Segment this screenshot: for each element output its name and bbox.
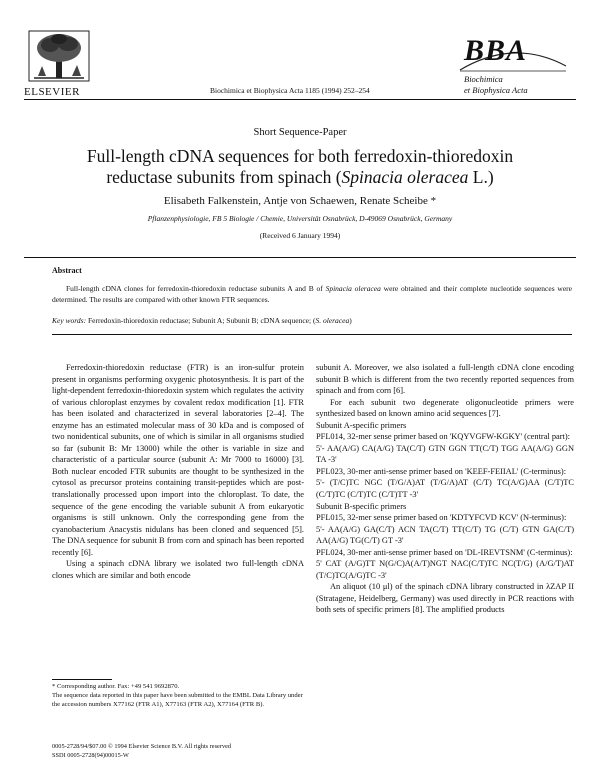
- primer-pfl023: PFL023, 30-mer anti-sense primer based on 'KEEF-FEIIAL' (C-terminus):: [316, 466, 567, 476]
- author-list: Elisabeth Falkenstein, Antje von Schaewen, Renate Scheibe *: [163, 195, 437, 207]
- journal-citation: Biochimica et Biophysica Acta 1185 (1994) 252–254: [210, 86, 370, 95]
- body-paragraph-5: An aliquot (10 μl) of the spinach cDNA library constructed in λZAP II (Stratagene, Heidelberg, Germany) was used directly in PCR reactions with both sets of specific primers [8]. The amplified products: [316, 582, 574, 615]
- title-line-2-post: L.): [468, 167, 494, 187]
- primer-pfl023-sequence: 5'- (T/C)TC NGC (T/G/A)AT (T/G/A)AT (C/T) TC(A/G)AA (C/T)TC (C/T)TC (C/T)TC (C/T)TT -3': [316, 478, 574, 500]
- title-species: Spinacia oleracea: [341, 167, 469, 187]
- section-label: Short Sequence-Paper: [253, 127, 347, 138]
- bba-letters: BBA: [464, 34, 528, 67]
- bba-journal-logo: [454, 30, 570, 96]
- title-line-1: Full-length cDNA sequences for both ferredoxin-thioredoxin: [86, 146, 514, 166]
- primer-pfl014: PFL014, 32-mer sense primer based on 'KQYVGFW-KGKY' (central part):: [316, 432, 570, 442]
- bba-logo-line2: et Biophysica Acta: [464, 85, 528, 95]
- title-rule: [24, 257, 576, 258]
- publisher-name: ELSEVIER: [24, 86, 80, 98]
- primer-pfl024: PFL024, 30-mer anti-sense primer based on 'DL-IREVTSNM' (C-terminus):: [316, 547, 573, 557]
- abstract-text-post: were obtained and their complete nucleotide sequences were determined. The results are compared with other known FTR sequences.: [52, 284, 572, 304]
- subunit-b-heading: Subunit B-specific primers: [316, 501, 407, 511]
- copyright-block: [52, 743, 352, 760]
- abstract-rule: [52, 334, 572, 335]
- title-line-2-pre: reductase subunits from spinach (: [106, 167, 342, 187]
- keywords: [52, 316, 572, 325]
- bba-logo-line1: Biochimica: [464, 74, 503, 84]
- abstract-heading: Abstract: [52, 266, 82, 275]
- abstract-text-pre: Full-length cDNA clones for ferredoxin-thioredoxin reductase subunits A and B of: [66, 284, 326, 293]
- received-date: (Received 6 January 1994): [259, 231, 341, 240]
- data-availability-footnote: The sequence data reported in this paper have been submitted to the EMBL Data Library under the accession numbers X77162 (FTR A1), X77163 (FTR A2), X77164 (FTR B).: [52, 692, 303, 708]
- primer-pfl014-sequence: 5'- AA(A/G) CA(A/G) TA(C/T) GTN GGN TT(C/T) TGG AA(A/G) GGN TA -3': [316, 443, 574, 465]
- primer-pfl015: PFL015, 32-mer sense primer based on 'KDTYFCVD KCV' (N-terminus):: [316, 513, 567, 523]
- keywords-species: S. oleracea: [315, 316, 350, 325]
- body-paragraph-1: Ferredoxin-thioredoxin reductase (FTR) is an iron-sulfur protein present in organisms performing oxygenic photosynthesis. It is part of the light-dependent ferredoxin-thioredoxin system which regulates the activity of various chloroplast enzymes by covalent redox modification [1]. FTR has been isolated and characterized in several laboratories [2–4]. The enzyme has an estimated molecular mass of 30 kDa and is composed of two nonidentical subunits, one of which is similar in all organisms studied so far (subunit B: Mr 13000) while the other is variable in size and characteristic of a particular source (subunit A: Mr 7000 to 16000) [3]. Both nuclear encoded FTR subunits are thought to be synthesized in the cytosol as precursor proteins containing transit-peptides which are post-translationally processed upon import into the chloroplast. To date, the sequence of the gene encoding the variable subunit A from eukaryotic organisms is still unknown. Only the corresponding gene from the cyanobacterium Anacystis nidulans has been cloned and sequenced [5]. The DNA sequence for subunit B from corn and spinach has been reported recently [6].: [52, 363, 304, 557]
- body-paragraph-3: subunit A. Moreover, we also isolated a full-length cDNA clone encoding subunit B which is different from the two recently reported sequences from spinach and from corn [6].: [316, 363, 574, 396]
- ssdi-line: SSDI 0005-2728(94)00015-W: [52, 751, 129, 759]
- primer-pfl024-sequence: 5' CAT (A/G)TT N(G/C)A(A/T)NGT NAC(C/T)TC NC(T/G) (A/G/T)AT (T/C)TC(A/G)TC -3': [316, 559, 574, 580]
- footnote-rule: [52, 679, 112, 680]
- corresponding-author-footnote: * Corresponding author. Fax: +49 541 9692870.: [52, 683, 180, 690]
- abstract-text: [52, 283, 572, 305]
- body-paragraph-2: Using a spinach cDNA library we isolated two full-length cDNA clones which are similar and both encode: [52, 559, 304, 580]
- keywords-end: ): [349, 316, 352, 325]
- body-paragraph-4: For each subunit two degenerate oligonucleotide primers were synthesized based on known amino acid sequences [7].: [316, 397, 574, 419]
- elsevier-tree-logo: [28, 30, 90, 82]
- left-column: [52, 362, 304, 581]
- copyright-line: 0005-2728/94/$07.00 © 1994 Elsevier Science B.V. All rights reserved: [52, 743, 232, 750]
- subunit-a-heading: Subunit A-specific primers: [316, 420, 407, 430]
- primer-pfl015-sequence: 5'- AA(A/G) GA(C/T) ACN TA(C/T) TT(C/T) TG (C/T) GTN GA(C/T) AA(A/G) TG(C/T) GT -3': [316, 524, 574, 546]
- keywords-label: Key words:: [52, 316, 87, 325]
- keywords-text: Ferredoxin-thioredoxin reductase; Subunit A; Subunit B; cDNA sequence; (: [86, 316, 316, 325]
- affiliation: Pflanzenphysiologie, FB 5 Biologie / Chemie, Universität Osnabrück, D-49069 Osnabrück, Germany: [147, 214, 453, 223]
- abstract-species: Spinacia oleracea: [325, 284, 381, 293]
- header-rule: [24, 99, 576, 100]
- right-column: [316, 362, 574, 616]
- article-title: [40, 146, 560, 188]
